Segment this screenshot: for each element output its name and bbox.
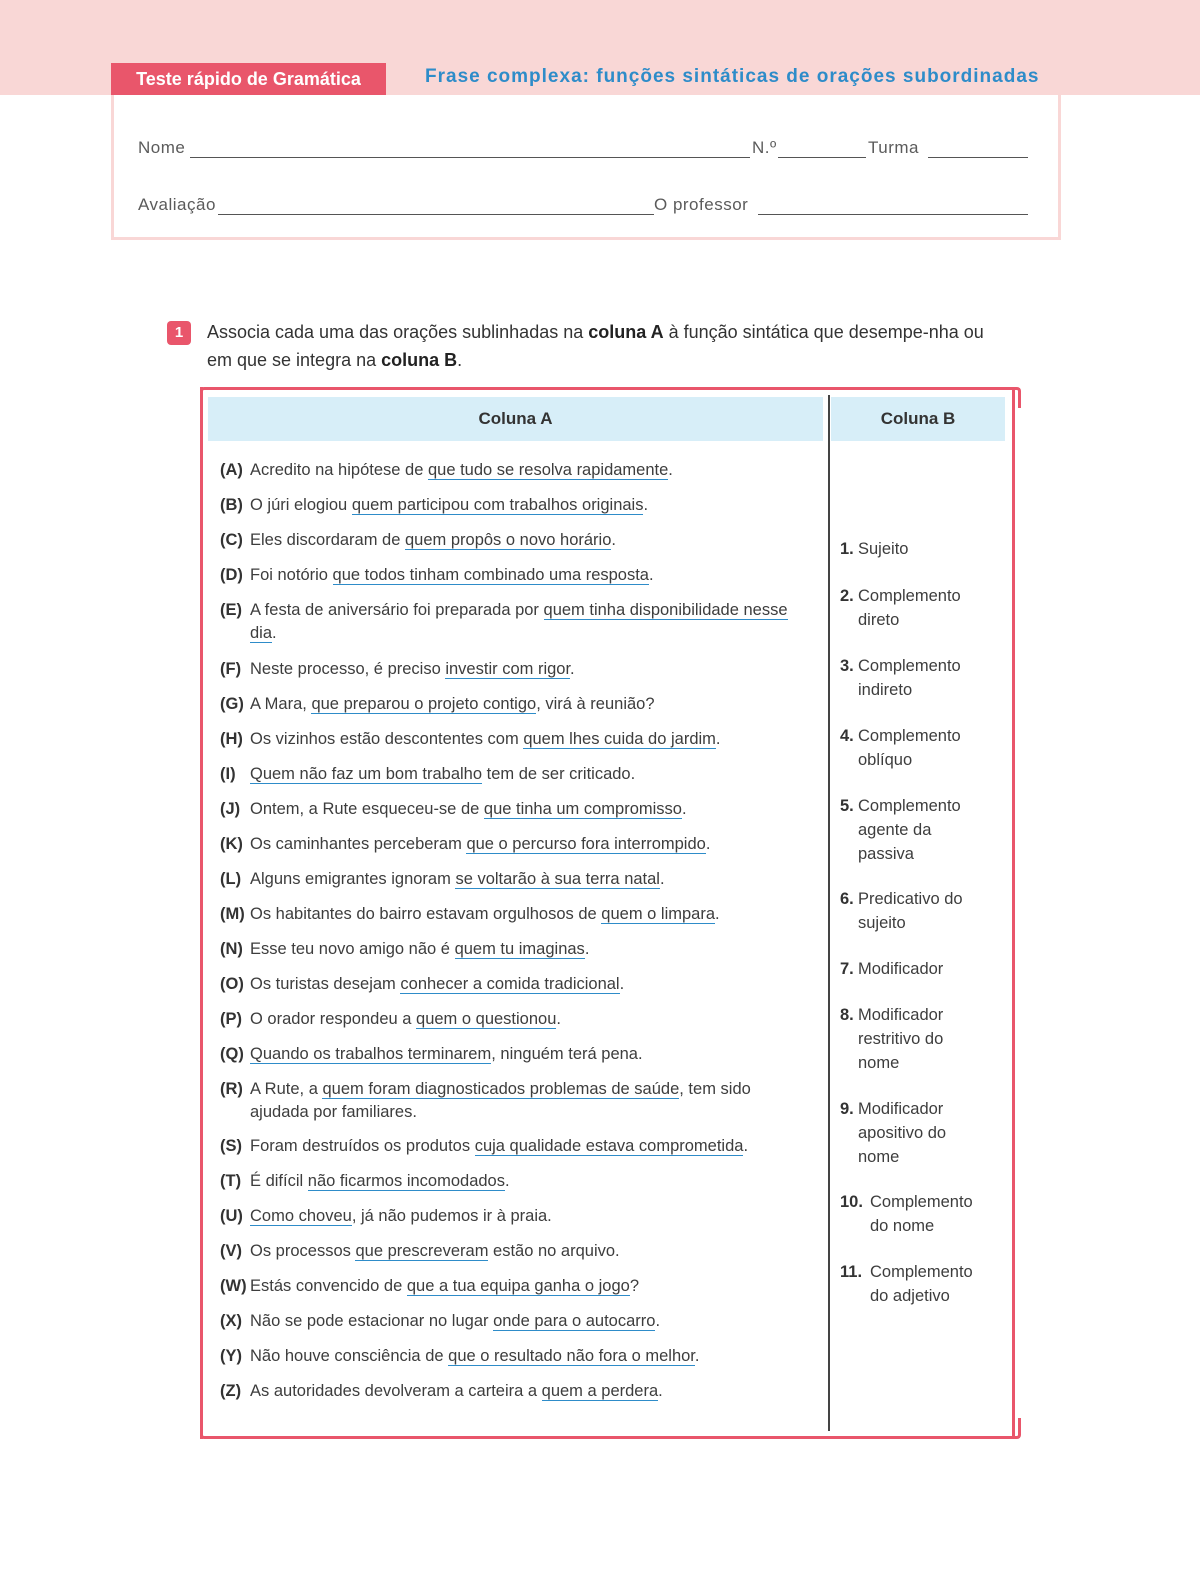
sentence-text: .	[272, 624, 277, 642]
sentence-text: Os caminhantes perceberam	[250, 835, 467, 853]
column-divider	[828, 395, 830, 1431]
sentence-text: Os turistas desejam	[250, 975, 401, 993]
item-label: (N)	[220, 940, 243, 958]
item-label: (Y)	[220, 1347, 242, 1365]
instruction-part-3: .	[457, 350, 463, 370]
column-a-item	[220, 763, 810, 786]
sentence-text: .	[743, 1137, 749, 1155]
sentence-text: Acredito na hipótese de	[250, 461, 428, 479]
sentence-text: Esse teu novo amigo não é	[250, 940, 455, 958]
sentence-text: , virá à reunião?	[536, 695, 655, 713]
sentence-text: .	[643, 496, 649, 514]
underlined-clause: que tinha um compromisso	[483, 800, 682, 818]
option-number: 5.	[840, 797, 854, 815]
item-label: (B)	[220, 496, 243, 514]
underlined-clause: quem a perdera	[541, 1382, 659, 1400]
column-a-item	[220, 1205, 810, 1228]
underlined-clause: quem propôs o novo horário	[405, 531, 612, 549]
underlined-clause: que a tua equipa ganha o jogo	[406, 1277, 630, 1295]
item-label: (E)	[220, 601, 242, 619]
item-sentence	[220, 658, 810, 681]
column-a-item	[220, 1078, 810, 1124]
underlined-clause: quem participou com trabalhos originais	[351, 496, 644, 514]
sentence-text: Os vizinhos estão descontentes com	[250, 730, 524, 748]
underlined-clause: conhecer a comida tradicional	[400, 975, 620, 993]
item-label: (T)	[220, 1172, 242, 1190]
item-label: (F)	[220, 660, 242, 678]
item-sentence	[220, 1310, 810, 1333]
id-row-name	[138, 137, 1034, 163]
sentence-text: Neste processo, é preciso	[250, 660, 446, 678]
item-label: (O)	[220, 975, 244, 993]
option-number: 7.	[840, 960, 854, 978]
column-a-item	[220, 1170, 810, 1193]
sentence-text: Alguns emigrantes ignoram	[250, 870, 456, 888]
column-a-item	[220, 833, 810, 856]
sentence-text: .	[655, 1312, 661, 1330]
sentence-text: .	[584, 940, 590, 958]
sentence-text: .	[705, 835, 711, 853]
instruction-bold-1: coluna A	[588, 322, 664, 342]
column-b-option	[840, 1260, 1010, 1308]
item-label: (I)	[220, 765, 236, 783]
evaluation-field[interactable]	[218, 214, 654, 215]
option-text: Modificador apositivo do nome	[858, 1100, 947, 1166]
underlined-clause: quem o questionou	[416, 1010, 557, 1028]
item-sentence	[220, 1078, 810, 1124]
column-a-item	[220, 1240, 810, 1263]
underlined-clause: onde para o autocarro	[493, 1312, 656, 1330]
column-b-option	[840, 1003, 1010, 1075]
column-b-option	[840, 1190, 1010, 1238]
underlined-clause: que o percurso fora interrompido	[466, 835, 706, 853]
column-b-header: Coluna B	[831, 397, 1005, 441]
underlined-clause: Quem não faz um bom trabalho	[250, 765, 483, 783]
item-label: (D)	[220, 566, 243, 584]
column-a-item	[220, 903, 810, 926]
item-sentence	[220, 763, 810, 786]
column-b-option	[840, 794, 1010, 866]
item-sentence	[220, 1240, 810, 1263]
column-a-item	[220, 798, 810, 821]
underlined-clause: quem foram diagnosticados problemas de saúde	[322, 1080, 680, 1098]
sentence-text: Não houve consciência de	[250, 1347, 449, 1365]
underlined-clause: investir com rigor	[445, 660, 571, 678]
item-label: (W)	[220, 1277, 247, 1295]
sentence-text: ?	[629, 1277, 639, 1295]
item-label: (L)	[220, 870, 242, 888]
option-text: Modificador	[858, 960, 944, 978]
sentence-text: .	[694, 1347, 700, 1365]
item-sentence	[220, 938, 810, 961]
test-badge: Teste rápido de Gramática	[111, 63, 386, 95]
column-a-item	[220, 938, 810, 961]
evaluation-label: Avaliação	[138, 195, 216, 214]
sentence-text: , tem sido ajudada por familiares.	[250, 1080, 751, 1121]
sentence-text: .	[681, 800, 687, 818]
column-a-item	[220, 658, 810, 681]
underlined-clause: quem lhes cuida do jardim	[523, 730, 716, 748]
option-text: Complemento do nome	[870, 1193, 973, 1235]
sentence-text: Não se pode estacionar no lugar	[250, 1312, 494, 1330]
column-a-item	[220, 1135, 810, 1158]
item-label: (Z)	[220, 1382, 242, 1400]
item-label: (X)	[220, 1312, 242, 1330]
item-sentence	[220, 1345, 810, 1368]
sentence-text: .	[619, 975, 625, 993]
question-instruction	[207, 318, 1007, 374]
column-b-option	[840, 724, 1010, 772]
item-sentence	[220, 728, 810, 751]
item-sentence	[220, 798, 810, 821]
item-sentence	[220, 459, 810, 482]
sentence-text: .	[504, 1172, 510, 1190]
column-a-item	[220, 1275, 810, 1298]
column-b-option	[840, 584, 1010, 632]
column-b-option	[840, 537, 1010, 561]
item-sentence	[220, 868, 810, 891]
option-number: 2.	[840, 587, 854, 605]
student-id-box	[111, 95, 1061, 240]
underlined-clause: Como choveu	[250, 1207, 352, 1225]
sentence-text: , ninguém terá pena.	[491, 1045, 643, 1063]
item-sentence	[220, 1043, 810, 1066]
underlined-clause: que o resultado não fora o melhor	[448, 1347, 695, 1365]
option-number: 4.	[840, 727, 854, 745]
item-sentence	[220, 1170, 810, 1193]
name-field[interactable]	[190, 157, 750, 158]
item-sentence	[220, 1008, 810, 1031]
item-label: (V)	[220, 1242, 242, 1260]
column-a-item	[220, 728, 810, 751]
sentence-text: É difícil	[250, 1172, 308, 1190]
sentence-text: tem de ser criticado.	[482, 765, 636, 783]
underlined-clause: se voltarão à sua terra natal	[455, 870, 660, 888]
sentence-text: estão no arquivo.	[488, 1242, 620, 1260]
column-a-item	[220, 693, 810, 716]
underlined-clause: quem tinha disponibilidade nesse dia	[250, 601, 788, 642]
sentence-text: , já não pudemos ir à praia.	[351, 1207, 552, 1225]
column-a-item	[220, 1043, 810, 1066]
sentence-text: Ontem, a Rute esqueceu-se de	[250, 800, 484, 818]
option-text: Modificador restritivo do nome	[858, 1006, 944, 1072]
sentence-text: Os processos	[250, 1242, 356, 1260]
column-a-item	[220, 1345, 810, 1368]
column-a-item	[220, 564, 810, 587]
column-a-item	[220, 529, 810, 552]
sentence-text: .	[715, 905, 720, 923]
option-text: Complemento oblíquo	[858, 727, 961, 769]
sentence-text: O júri elogiou	[250, 496, 352, 514]
class-label: Turma	[868, 138, 919, 157]
item-sentence	[220, 973, 810, 996]
underlined-clause: que todos tinham combinado uma resposta	[332, 566, 649, 584]
underlined-clause: não ficarmos incomodados	[307, 1172, 505, 1190]
column-a-item	[220, 494, 810, 517]
instruction-part-2: à função sintática que desempe-nha ou em que se integra na	[207, 322, 984, 370]
sentence-text: As autoridades devolveram a carteira a	[250, 1382, 542, 1400]
item-label: (U)	[220, 1207, 243, 1225]
option-text: Complemento agente da passiva	[858, 797, 961, 863]
instruction-bold-2: coluna B	[381, 350, 458, 370]
id-row-evaluation	[138, 194, 1034, 220]
column-a-header: Coluna A	[208, 397, 823, 441]
sentence-text: .	[715, 730, 721, 748]
item-sentence	[220, 1275, 810, 1298]
item-sentence	[220, 564, 810, 587]
item-sentence	[220, 599, 810, 645]
sentence-text: .	[659, 870, 665, 888]
column-a-item	[220, 1380, 810, 1403]
column-a-item	[220, 868, 810, 891]
column-a-item	[220, 973, 810, 996]
option-text: Complemento direto	[858, 587, 961, 629]
sentence-text: .	[668, 461, 673, 479]
underlined-clause: que preparou o projeto contigo	[311, 695, 537, 713]
column-b-option	[840, 654, 1010, 702]
item-label: (K)	[220, 835, 243, 853]
item-sentence	[220, 494, 810, 517]
sentence-text: A Rute, a	[250, 1080, 323, 1098]
column-a-item	[220, 1008, 810, 1031]
sentence-text: Foram destruídos os produtos	[250, 1137, 475, 1155]
question-number: 1	[167, 321, 191, 345]
item-label: (Q)	[220, 1045, 244, 1063]
sentence-text: .	[658, 1382, 663, 1400]
column-b-option	[840, 887, 1010, 935]
sentence-text: .	[556, 1010, 561, 1028]
option-number: 9.	[840, 1100, 854, 1118]
number-label: N.º	[752, 138, 777, 157]
underlined-clause: quem o limpara	[601, 905, 716, 923]
item-sentence	[220, 903, 810, 926]
sentence-text: .	[649, 566, 654, 584]
item-sentence	[220, 529, 810, 552]
underlined-clause: que prescreveram	[355, 1242, 489, 1260]
column-a-item	[220, 1310, 810, 1333]
option-number: 6.	[840, 890, 854, 908]
item-sentence	[220, 1205, 810, 1228]
item-label: (H)	[220, 730, 243, 748]
option-text: Sujeito	[858, 540, 909, 558]
item-label: (R)	[220, 1080, 243, 1098]
teacher-label: O professor	[654, 195, 749, 214]
sentence-text: .	[611, 531, 616, 549]
sentence-text: Eles discordaram de	[250, 531, 405, 549]
option-number: 3.	[840, 657, 854, 675]
sentence-text: Os habitantes do bairro estavam orgulhosos de	[250, 905, 602, 923]
item-sentence	[220, 693, 810, 716]
option-number: 11.	[840, 1263, 863, 1281]
option-number: 8.	[840, 1006, 854, 1024]
sentence-text: Foi notório	[250, 566, 333, 584]
option-text: Predicativo do sujeito	[858, 890, 963, 932]
column-a-item	[220, 599, 810, 645]
column-a-item	[220, 459, 810, 482]
class-field[interactable]	[928, 157, 1028, 158]
item-label: (S)	[220, 1137, 242, 1155]
page-title: Frase complexa: funções sintáticas de orações subordinadas	[425, 66, 1040, 87]
number-field[interactable]	[778, 157, 866, 158]
column-b-option	[840, 1097, 1010, 1169]
item-sentence	[220, 1380, 810, 1403]
sentence-text: A Mara,	[250, 695, 312, 713]
sentence-text: Estás convencido de	[250, 1277, 407, 1295]
teacher-field[interactable]	[758, 214, 1028, 215]
sentence-text: .	[570, 660, 575, 678]
item-sentence	[220, 833, 810, 856]
item-label: (G)	[220, 695, 244, 713]
item-label: (J)	[220, 800, 241, 818]
underlined-clause: Quando os trabalhos terminarem	[250, 1045, 492, 1063]
underlined-clause: cuja qualidade estava comprometida	[474, 1137, 744, 1155]
item-label: (C)	[220, 531, 243, 549]
instruction-part-1: Associa cada uma das orações sublinhadas na	[207, 322, 589, 342]
option-text: Complemento do adjetivo	[870, 1263, 973, 1305]
option-number: 10.	[840, 1193, 863, 1211]
name-label: Nome	[138, 138, 186, 157]
option-text: Complemento indireto	[858, 657, 961, 699]
option-number: 1.	[840, 540, 854, 558]
sentence-text: A festa de aniversário foi preparada por	[250, 601, 544, 619]
item-label: (M)	[220, 905, 245, 923]
item-label: (A)	[220, 461, 243, 479]
underlined-clause: quem tu imaginas	[454, 940, 585, 958]
item-sentence	[220, 1135, 810, 1158]
underlined-clause: que tudo se resolva rapidamente	[427, 461, 669, 479]
item-label: (P)	[220, 1010, 242, 1028]
sentence-text: O orador respondeu a	[250, 1010, 417, 1028]
column-b-option	[840, 957, 1010, 981]
